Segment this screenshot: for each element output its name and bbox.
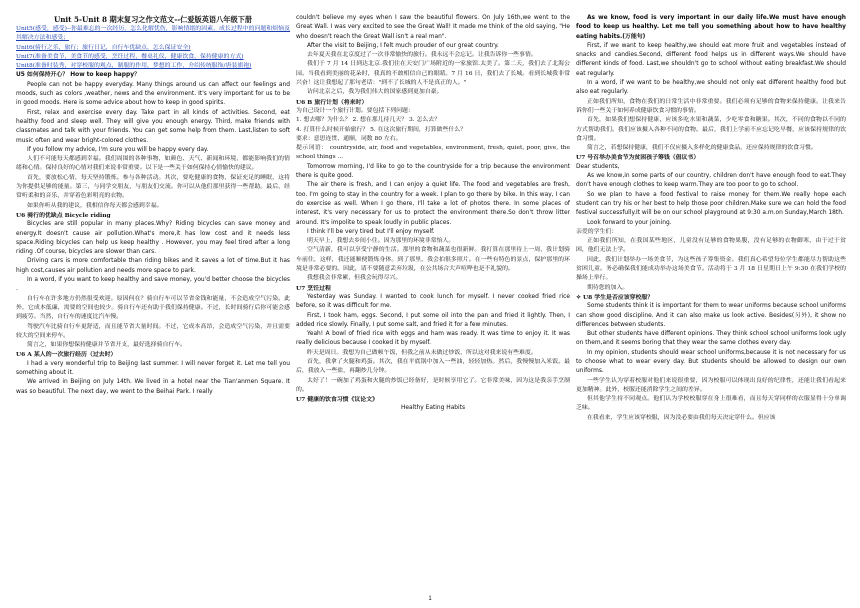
paragraph: People can not be happy everyday. Many things around us can affect our feelings and moods, such as colors ,weather, news and the environment. It's very important for us to be in good moods. Here is some advice about how to keep in good spirits. — [16, 81, 290, 107]
paragraph: 首先，我拿了火腿和鸡蛋。其次，我在平底锅中加入一些油，轻轻加热。然后，我慢慢加入米饭。最后，我放入一些盐，再翻炒几分钟。 — [296, 358, 570, 375]
paragraph: Healthy Eating Habits — [400, 405, 466, 412]
paragraph: Unit5(感受，感受)--你最难忘的一次经历，怎么化解忧伤，影响情绪的因素，成长过程中的问题和烦恼及其解决方法和感受； — [16, 26, 290, 42]
paragraph: Yeah! A bowl of fried rice with eggs and ham was ready. It was time to enjoy it. It was really delicious because I cooked it by myself. — [296, 331, 570, 347]
section-heading: Unit 5-Unit 8 期末复习之作文范文--仁爱版英语八年级下册 — [53, 15, 253, 24]
paragraph: We arrived in Beijing on July 14th. We lived in a hotel near the Tian'anmen Square. It was so beautiful. The next day, we went to the Beihai Park. I really — [16, 379, 290, 395]
section-heading: As we know, food is very important in our daily life.We must have enough food to keep us healthy. Let me tell you something about how to have healthy eating habits.(万能句) — [576, 15, 846, 40]
paragraph: 人们不可能每天都感到幸福。我们周围的各种事物，如颜色、天气、新闻和环境，都能影响我们的情绪和心情。保持良好的心情对我们来说非常重要。以下是一些关于如何保持心情愉快的建议。 — [16, 156, 290, 172]
paragraph: 因此，我们计划举办一场美食节，为这些孩子筹集资金。我们真心希望每位学生都能尽力帮助这些贫困儿童。务必确保我们能成功举办这场美食节。活动将于 3 月 18 日星期日上午 9:30 在我们学校的操场上举行。 — [576, 256, 846, 282]
paragraph: First, I took ham, eggs. Second, I put some oil into the pan and fried it lightly. Then, I added rice slowly. Finally, I put some salt, and fried it for a few minutes. — [296, 312, 570, 328]
paragraph: Tomorrow morning, I'd like to go to the countryside for a trip because the environment there is quite good. — [296, 163, 570, 180]
paragraph: Unit7(准备美食节，美食节的感受，烹饪过程，餐桌礼仪，健康饮食，保持健康的方式) — [16, 53, 244, 60]
paragraph: As we know,in some parts of our country, children don't have enough food to eat.They don't have enough clothes to keep warm.They are too poor to go to school. — [576, 173, 846, 189]
paragraph: 一些学生认为穿着校服对他们来说很重要，因为校服可以体现出良好的纪律性，还能让我们看起来更加精神。此外，校服还能消除学生之间的差异。 — [576, 377, 846, 393]
page-number: 1 — [428, 596, 432, 602]
paragraph: 我们于 7 月 14 日到达北京.我们住在天安门广场附近的一家旅馆.太美了。第二天，我们去了北海公园。当我看到美丽的花朵时，我真的不敢相信自己的眼睛。7 月 16 日，我们去了长城。看到长城我非常兴奋！这让我想起了那句老话："到不了长城的人不是真正的人。" — [296, 61, 570, 87]
paragraph: 为自己设计一个旅行计划。要包括下列问题： — [296, 107, 414, 114]
paragraph: 明天早上，我想去乡间小住。因为那里的环境非常怡人。 — [307, 238, 455, 245]
paragraph: Dear students, — [576, 163, 620, 170]
column-middle — [296, 14, 570, 592]
paragraph: 访问北京之后，我为我们伟大的国家感到更加自豪。 — [307, 89, 443, 96]
paragraph: I think I'll be very tired but I'll enjoy myself. — [307, 228, 435, 235]
paragraph: Unit8(准备时装秀，对穿校服的观点，制服的作用，梦想的工作，介绍传统服饰/唐装旗袍) — [16, 63, 252, 70]
paragraph: 正如我们所知，在我国某些地区，儿童没有足够的食物果腹，没有足够的衣物御寒，由于过于贫困，他们无法上学。 — [576, 238, 846, 254]
paragraph: So we plan to have a food festival to raise money for them.We really hope each student can try his or her best to help those poor children.Make sure we can hold the food festival successfully.It will be on our school playground at 9:30 a.m.on Sunday,March 18th. — [576, 191, 846, 217]
column-left — [16, 14, 290, 592]
paragraph: 期待您的加入。 — [587, 284, 629, 291]
paragraph: 驾驶汽车比骑自行车更舒适，而且能节省大量时间。不过，它成本高昂，会造成空气污染，并且需要较大的空间来停车。 — [16, 323, 290, 339]
paragraph: 简言之，如果你想保持健康并节省开支，最好选择骑自行车。 — [27, 342, 187, 349]
paragraph: Unit6(骑行之乐，旅行；旅行日记，自行车优缺点，怎么保证安全) — [16, 44, 191, 51]
section-heading: U7 烹饪过程 — [296, 284, 331, 292]
paragraph: 但其他学生持不同观点。他们认为学校校服穿在身上很难看，而且每天穿同样的衣服显得十分单调乏味。 — [576, 396, 846, 412]
section-heading: ✧ U8 学生是否应该穿校服？ — [576, 293, 654, 301]
section-heading: U6 骑行的优缺点 Bicycle riding — [16, 211, 111, 219]
paragraph: 首先，如果我们想保持健康，应该多吃水果和蔬菜，少吃零食和糖果。其次，不同的食物以不同的方式帮助我们。我们应该摄入各种不同的食物。最后，我们上学前不应忘记吃早餐，应该保持规律的饮食习惯。 — [576, 117, 846, 142]
column-right — [576, 14, 846, 592]
paragraph: 简言之，若想保持健康，我们不仅应摄入多样化的健康食品，还应保持规律的饮食习惯。 — [587, 145, 817, 152]
paragraph: 要求：意思连贯、通顺，词数 80 左右。 — [296, 135, 402, 142]
paragraph: 自行车在许多地方仍然很受欢迎。原因何在？骑自行车可以节省金钱和能量，不会造成空气污染。此外，它成本低廉，需要的空间也较少。骑自行车还有助于我们保持健康。不过，长时间骑行后你可能会感到疲劳。当然，自行车的速度比汽车慢。 — [16, 295, 290, 321]
paragraph: 空气清新，我可以享受宁静的生活。那里的食物和蔬菜也很新鲜。我打算在那里待上一周，我计划骑车前往，这样，我还能顺便锻炼身体。到了那里，我会拍很多照片。在一些有特色的景点，保护那里的环境是非常必要的。因此，请不要随意丢弃垃圾，在公共场合大声喧哗也是不礼貌的。 — [296, 247, 570, 273]
paragraph: If you follow my advice, I'm sure you will be happy every day. — [27, 146, 209, 153]
paragraph: Look forward to your joining. — [587, 219, 672, 226]
paragraph: 太好了！一碗加了鸡蛋和火腿的炒饭已经备好，是时候享用它了。它非常美味，因为这是我亲手烹制的。 — [296, 377, 570, 393]
paragraph: 如果你听从我的建议，我相信你每天都会感到幸福。 — [27, 202, 163, 209]
paragraph: The air there is fresh, and I can enjoy a quiet life. The food and vegetables are fresh, too. I'm going to stay in the country for a week. I plan to go there by bike. In this way, I can do exercise as well. When I go there, I'll take a lot of photos there. In some places of interest, it's very necessary for us to protect the environment there.So don't throw litter around. It's impolite to speak loudly in public places. — [296, 182, 570, 226]
section-heading: U7 健康的饮食习惯《议论文》 — [296, 396, 378, 404]
paragraph: 1. 想去哪？为什么？ 2. 想在那儿待几天？ 3. 怎么去？ — [296, 117, 441, 124]
paragraph: 亲爱的学生们： — [576, 228, 618, 235]
paragraph: Bicycles are still popular in many places.Why? Riding bicycles can save money and energy.It doesn't cause air pollution.What's more,it has low cost and it needs less space.Riding bicycles can help us keep healthy . However, you may feel tired after a long riding .Of course, bicycles are slower than cars. — [16, 221, 290, 256]
paragraph: 去年夏天我在北京度过了一次非常愉快的旅行。我永远不会忘记。让我告诉你一些事情。 — [307, 52, 537, 59]
paragraph: First, relax and exercise every day. Take part in all kinds of activities. Second, eat healthy food and sleep well. They will give you enough energy. Third, make friends with classmates and talk with your friends. You can get some help from them. Last,listen to soft music often and wear bright-colored clothes. — [16, 109, 290, 144]
paragraph: 4. 打算什么时候开始旅行？ 5. 在这次旅行期间，打算做些什么？ — [296, 126, 467, 133]
section-heading: U6 A 某人的一次旅行经历（过去时） — [16, 351, 117, 359]
paragraph: 正如我们所知，食物在我们的日常生活中非常重要。我们必须有足够的食物来保持健康。让我来告诉你们一些关于如何养成健康饮食习惯的事情。 — [576, 98, 846, 114]
paragraph: In my opinion, students should wear school uniforms,because it is not necessary for us to choose what to wear every day. But students should be allowed to design our own uniforms. — [576, 349, 846, 375]
paragraph: Some students think it is important for them to wear uniforms because school uniforms can show good discipline. And it can also make us look active. Besides(另外), it show no differences between students. — [576, 303, 846, 328]
paragraph: I had a very wonderful trip to Beijing last summer. I will never forget it. Let me tell you something about it. — [16, 360, 290, 376]
paragraph: Driving cars is more comfortable than riding bikes and it saves a lot of time.But it has high cost,causes air pollution and needs more space to park. — [16, 258, 290, 274]
paragraph: First, if we want to keep healthy,we should eat more fruit and vegetables instead of snacks and candies.Second, different food helps us in different ways.We should have different kinds of food. Last,we shouldn't go to school without eating breakfast.We should eat regularly. — [576, 42, 846, 77]
paragraph: In a word, if you want to keep healthy and save money, you'd better choose the bicycles . — [16, 277, 290, 293]
paragraph: 昨天是周日。我想为自己做顿午饭，但我之前从未做过炒饭，所以这对我来说有些难度。 — [307, 349, 537, 356]
paragraph: 提示词语： countryside, air, food and vegetables, environment, fresh, quiet, poor, give, the school things ... — [296, 145, 570, 161]
paragraph: Yesterday was Sunday. I wanted to cook lunch for myself. I never cooked fried rice before, so it was difficult for me. — [296, 293, 570, 310]
paragraph: 我想我会非常累，但我会玩得尽兴。 — [307, 275, 402, 282]
section-heading: U5 如何保持开心？ How to keep happy？ — [16, 72, 140, 79]
paragraph: In a word, if we want to be healthy,we should not only eat different healthy food but also eat regularly. — [576, 80, 846, 96]
paragraph: couldn't believe my eyes when I saw the beautiful flowers. On July 16th,we went to the Great Wall. I was very excited to see the Great Wall! It made me think of the old saying, "He who doesn't reach the Great Wall isn't a real man". — [296, 15, 570, 40]
paragraph: After the visit to Beijing, I felt much prouder of our great country. — [307, 42, 499, 49]
section-heading: U6 B 旅行计划（将来时） — [296, 98, 368, 106]
section-heading: U7 号召举办美食节为贫困孩子筹钱（倡议书） — [576, 154, 700, 162]
paragraph: 首先，要放松心情，每天坚持锻炼。参与各种活动。其次，要吃健康的食物，保证充足的睡眠，这将为你提供足够的能量。第三，与同学交朋友，与朋友们交流。你可以从他们那里获得一些帮助。最后，经常听柔和的音乐，并穿着色彩明亮的衣物。 — [16, 174, 290, 200]
paragraph: But other students have different opinions. They think school school uniforms look ugly on them,and it seems boring that they wear the same clothes every day. — [576, 331, 846, 347]
paragraph: 在我看来，学生应该穿校服，因为没必要由我们每天决定穿什么。但应该 — [587, 414, 776, 421]
